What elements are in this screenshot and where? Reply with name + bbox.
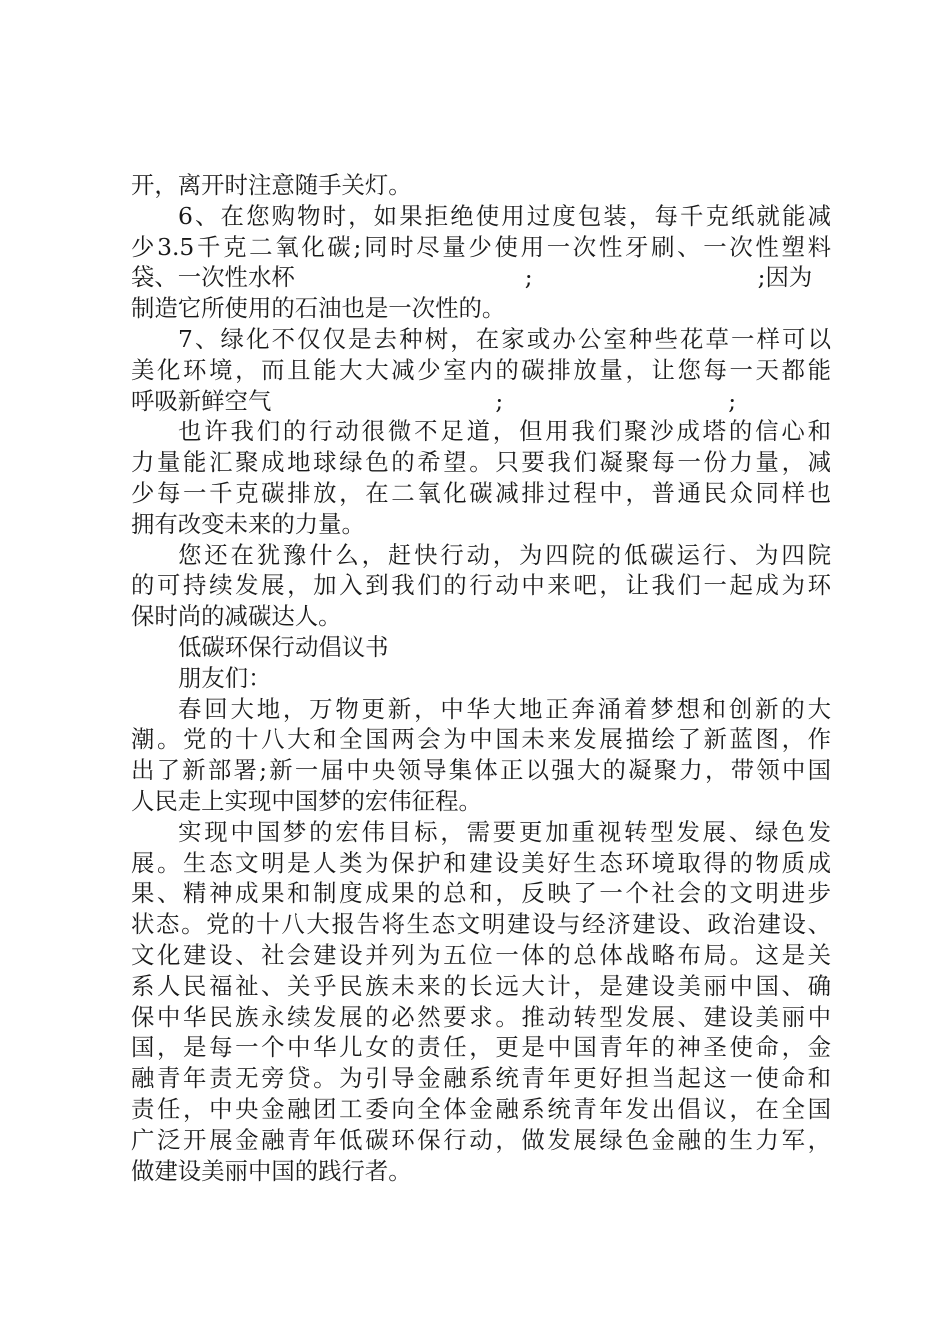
document-title: 低碳环保行动倡议书 xyxy=(178,632,389,661)
text-line: 人民走上实现中国梦的宏伟征程。 xyxy=(131,786,482,815)
text-segment: ;因为 xyxy=(757,263,813,292)
text-line: 制造它所使用的石油也是一次性的。 xyxy=(131,294,506,323)
text-line: 您还在犹豫什么，赶快行动，为四院的低碳运行、为四院 xyxy=(178,540,831,569)
text-line: 保时尚的减碳达人。 xyxy=(131,602,342,631)
text-line: 也许我们的行动很微不足道，但用我们聚沙成塔的信心和 xyxy=(178,417,831,446)
text-line: 拥有改变未来的力量。 xyxy=(131,509,365,538)
text-line: 广泛开展金融青年低碳环保行动，做发展绿色金融的生力军， xyxy=(131,1125,831,1154)
text-line: 责任，中央金融团工委向全体金融系统青年发出倡议，在全国 xyxy=(131,1094,831,1123)
text-line: 的可持续发展，加入到我们的行动中来吧，让我们一起成为环 xyxy=(131,571,831,600)
text-line: 文化建设、社会建设并列为五位一体的总体战略布局。这是关 xyxy=(131,940,831,969)
text-line: 出了新部署;新一届中央领导集体正以强大的凝聚力，带领中国 xyxy=(131,756,831,785)
text-segment: 袋、一次性水杯 xyxy=(131,263,295,292)
text-line: 国，是每一个中华儿女的责任，更是中国青年的神圣使命，金 xyxy=(131,1033,831,1062)
text-segment: ; xyxy=(728,386,737,415)
document-body xyxy=(131,170,831,1186)
text-line: 7、绿化不仅仅是去种树，在家或办公室种些花草一样可以 xyxy=(178,324,831,353)
text-line: 展。生态文明是人类为保护和建设美好生态环境取得的物质成 xyxy=(131,848,831,877)
text-line: 融青年责无旁贷。为引导金融系统青年更好担当起这一使命和 xyxy=(131,1064,831,1093)
text-line: 保中华民族永续发展的必然要求。推动转型发展、建设美丽中 xyxy=(131,1002,831,1031)
text-line: 春回大地，万物更新，中华大地正奔涌着梦想和创新的大 xyxy=(178,694,831,723)
text-segment: ; xyxy=(524,263,533,292)
text-line xyxy=(131,386,831,417)
text-line: 少3.5千克二氧化碳;同时尽量少使用一次性牙刷、一次性塑料 xyxy=(131,232,831,261)
text-line: 系人民福祉、关乎民族未来的长远大计，是建设美丽中国、确 xyxy=(131,971,831,1000)
text-line: 状态。党的十八大报告将生态文明建设与经济建设、政治建设、 xyxy=(131,910,831,939)
text-line: 6、在您购物时，如果拒绝使用过度包装，每千克纸就能减 xyxy=(178,201,831,230)
text-segment: 呼吸新鲜空气 xyxy=(131,386,272,415)
text-line: 美化环境，而且能大大减少室内的碳排放量，让您每一天都能 xyxy=(131,355,831,384)
text-line: 实现中国梦的宏伟目标，需要更加重视转型发展、绿色发 xyxy=(178,817,831,846)
text-line: 力量能汇聚成地球绿色的希望。只要我们凝聚每一份力量，减 xyxy=(131,448,831,477)
text-line: 果、精神成果和制度成果的总和，反映了一个社会的文明进步 xyxy=(131,879,831,908)
text-line xyxy=(131,262,831,293)
text-line: 做建设美丽中国的践行者。 xyxy=(131,1156,412,1185)
salutation: 朋友们： xyxy=(178,663,272,692)
text-line: 开，离开时注意随手关灯。 xyxy=(131,171,412,199)
text-segment: ; xyxy=(495,386,504,415)
text-line: 少每一千克碳排放，在二氧化碳减排过程中，普通民众同样也 xyxy=(131,478,831,507)
text-line: 潮。党的十八大和全国两会为中国未来发展描绘了新蓝图，作 xyxy=(131,725,831,754)
